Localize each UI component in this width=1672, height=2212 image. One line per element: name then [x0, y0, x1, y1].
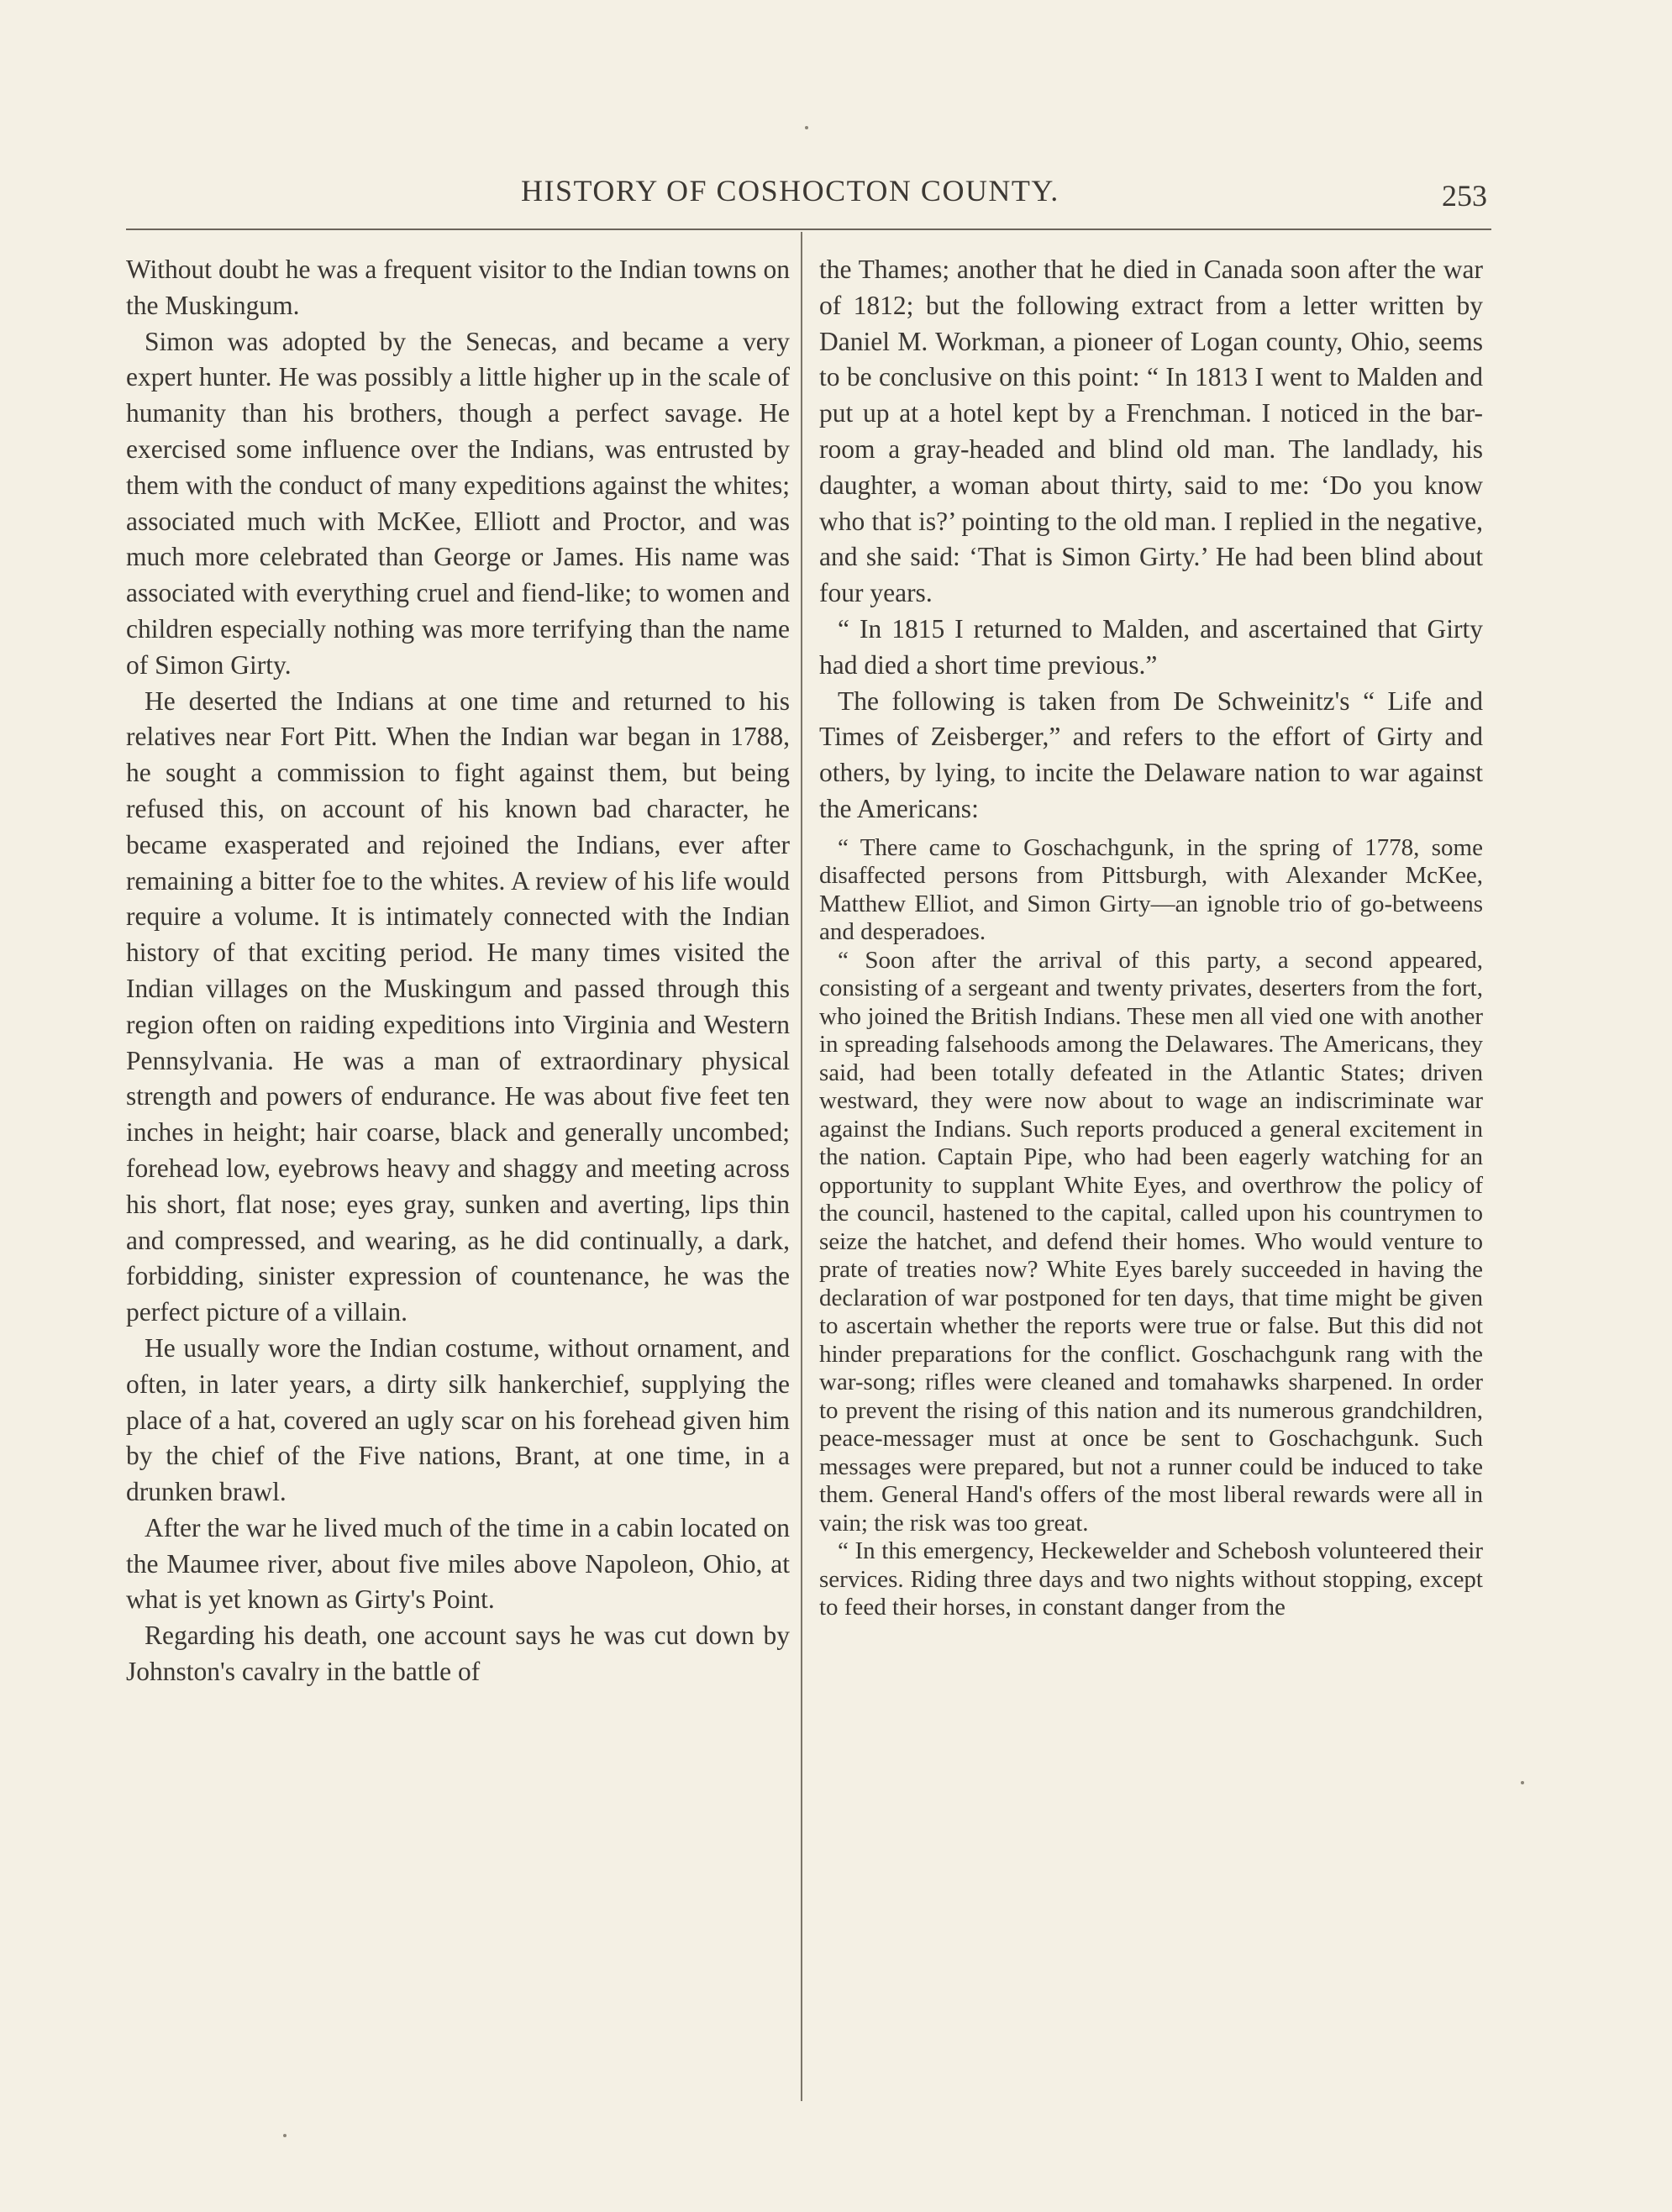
quoted-paragraph: “ In this emergency, Heckewelder and Schebosh volunteered their services. Riding three days and two nights without stopping, except to feed their horses, in constant danger from the [819, 1537, 1483, 1621]
right-column [819, 252, 1483, 1622]
left-column [126, 252, 790, 1690]
paragraph: Regarding his death, one account says he was cut down by Johnston's cavalry in the battle of [126, 1621, 790, 1687]
page-number: 253 [1442, 179, 1487, 213]
paragraph: the Thames; another that he died in Canada soon after the war of 1812; but the following extract from a letter written by Daniel M. Workman, a pioneer of Logan county, Ohio, seems to be conclusive on this point: “ In 1813 I went to Malden and put up at a hotel kept by a Frenchman. I noticed in the bar-room a gray-headed and blind old man. The landlady, his daughter, a woman about thirty, said to me: ‘Do you know who that is?’ pointing to the old man. I replied in the negative, and she said: ‘That is Simon Girty.’ He had been blind about four years. [819, 255, 1483, 608]
page-header [126, 173, 1487, 220]
paragraph: After the war he lived much of the time in a cabin located on the Maumee river, about five miles above Napoleon, Ohio, at what is yet known as Girty's Point. [126, 1512, 790, 1615]
quoted-paragraph: “ Soon after the arrival of this party, a second appeared, consisting of a sergeant and twenty privates, deserters from the fort, who joined the British Indians. These men all vied one with another in spreading falsehoods among the Delawares. The Americans, they said, had been totally defeated in the Atlantic States; driven westward, they were now about to wage an indiscriminate war against the Indians. Such reports produced a general excitement in the nation. Captain Pipe, who had been eagerly watching for an opportunity to supplant White Eyes, and overthrow the policy of the council, hastened to the capital, called upon his countrymen to seize the hatchet, and defend their homes. Who would venture to prate of treaties now? White Eyes barely succeeded in having the declaration of war postponed for ten days, that time might be given to ascertain whether the reports were true or false. But this did not hinder preparations for the conflict. Goschachgunk rang with the war-song; rifles were cleaned and tomahawks sharpened. In order to prevent the rising of this nation and its numerous grandchildren, peace-messager must at once be sent to Goschachgunk. Such messages were prepared, but not a runner could be induced to take them. General Hand's offers of the most liberal rewards were all in vain; the risk was too great. [819, 946, 1483, 1537]
quoted-paragraph: “ There came to Goschachgunk, in the spring of 1778, some disaffected persons from Pittsburgh, with Alexander McKee, Matthew Elliot, and Simon Girty—an ignoble trio of go-betweens and desperadoes. [819, 833, 1483, 946]
paragraph: Without doubt he was a frequent visitor to the Indian towns on the Muskingum. [126, 255, 790, 320]
print-speck [805, 126, 808, 129]
header-rule [126, 229, 1491, 230]
paragraph: He usually wore the Indian costume, without ornament, and often, in later years, a dirty silk hankerchief, supplying the place of a hat, covered an ugly scar on his forehead given him by the chief of the Five nations, Brant, at one time, in a drunken brawl. [126, 1332, 790, 1507]
paragraph: Simon was adopted by the Senecas, and became a very expert hunter. He was possibly a little higher up in the scale of humanity than his brothers, though a perfect savage. He exercised some influence over the Indians, was entrusted by them with the conduct of many expeditions against the whites; associated much with McKee, Elliott and Proctor, and was much more celebrated than George or James. His name was associated with everything cruel and fiend-like; to women and children especially nothing was more terrifying than the name of Simon Girty. [126, 326, 790, 680]
print-speck [1521, 1781, 1524, 1784]
running-title: HISTORY OF COSHOCTON COUNTY. [521, 174, 1059, 208]
column-divider [801, 232, 802, 2101]
paragraph: The following is taken from De Schweinitz's “ Life and Times of Zeisberger,” and refers to the effort of Girty and others, by lying, to incite the Delaware nation to war against the Americans: [819, 686, 1483, 823]
paragraph: “ In 1815 I returned to Malden, and ascertained that Girty had died a short time previous.” [819, 613, 1483, 680]
paragraph: He deserted the Indians at one time and returned to his relatives near Fort Pitt. When the Indian war began in 1788, he sought a commission to fight against them, but being refused this, on account of his known bad character, he became exasperated and rejoined the Indians, ever after remaining a bitter foe to the whites. A review of his life would require a volume. It is intimately connected with the Indian history of that exciting period. He many times visited the Indian villages on the Muskingum and passed through this region often on raiding expeditions into Virginia and Western Pennsylvania. He was a man of extraordinary physical strength and powers of endurance. He was about five feet ten inches in height; hair coarse, black and generally uncombed; forehead low, eyebrows heavy and shaggy and meeting across his short, flat nose; eyes gray, sunken and averting, lips thin and compressed, and wearing, as he did continually, a dark, forbidding, sinister expression of countenance, he was the perfect picture of a villain. [126, 686, 790, 1327]
print-speck [283, 2134, 287, 2137]
